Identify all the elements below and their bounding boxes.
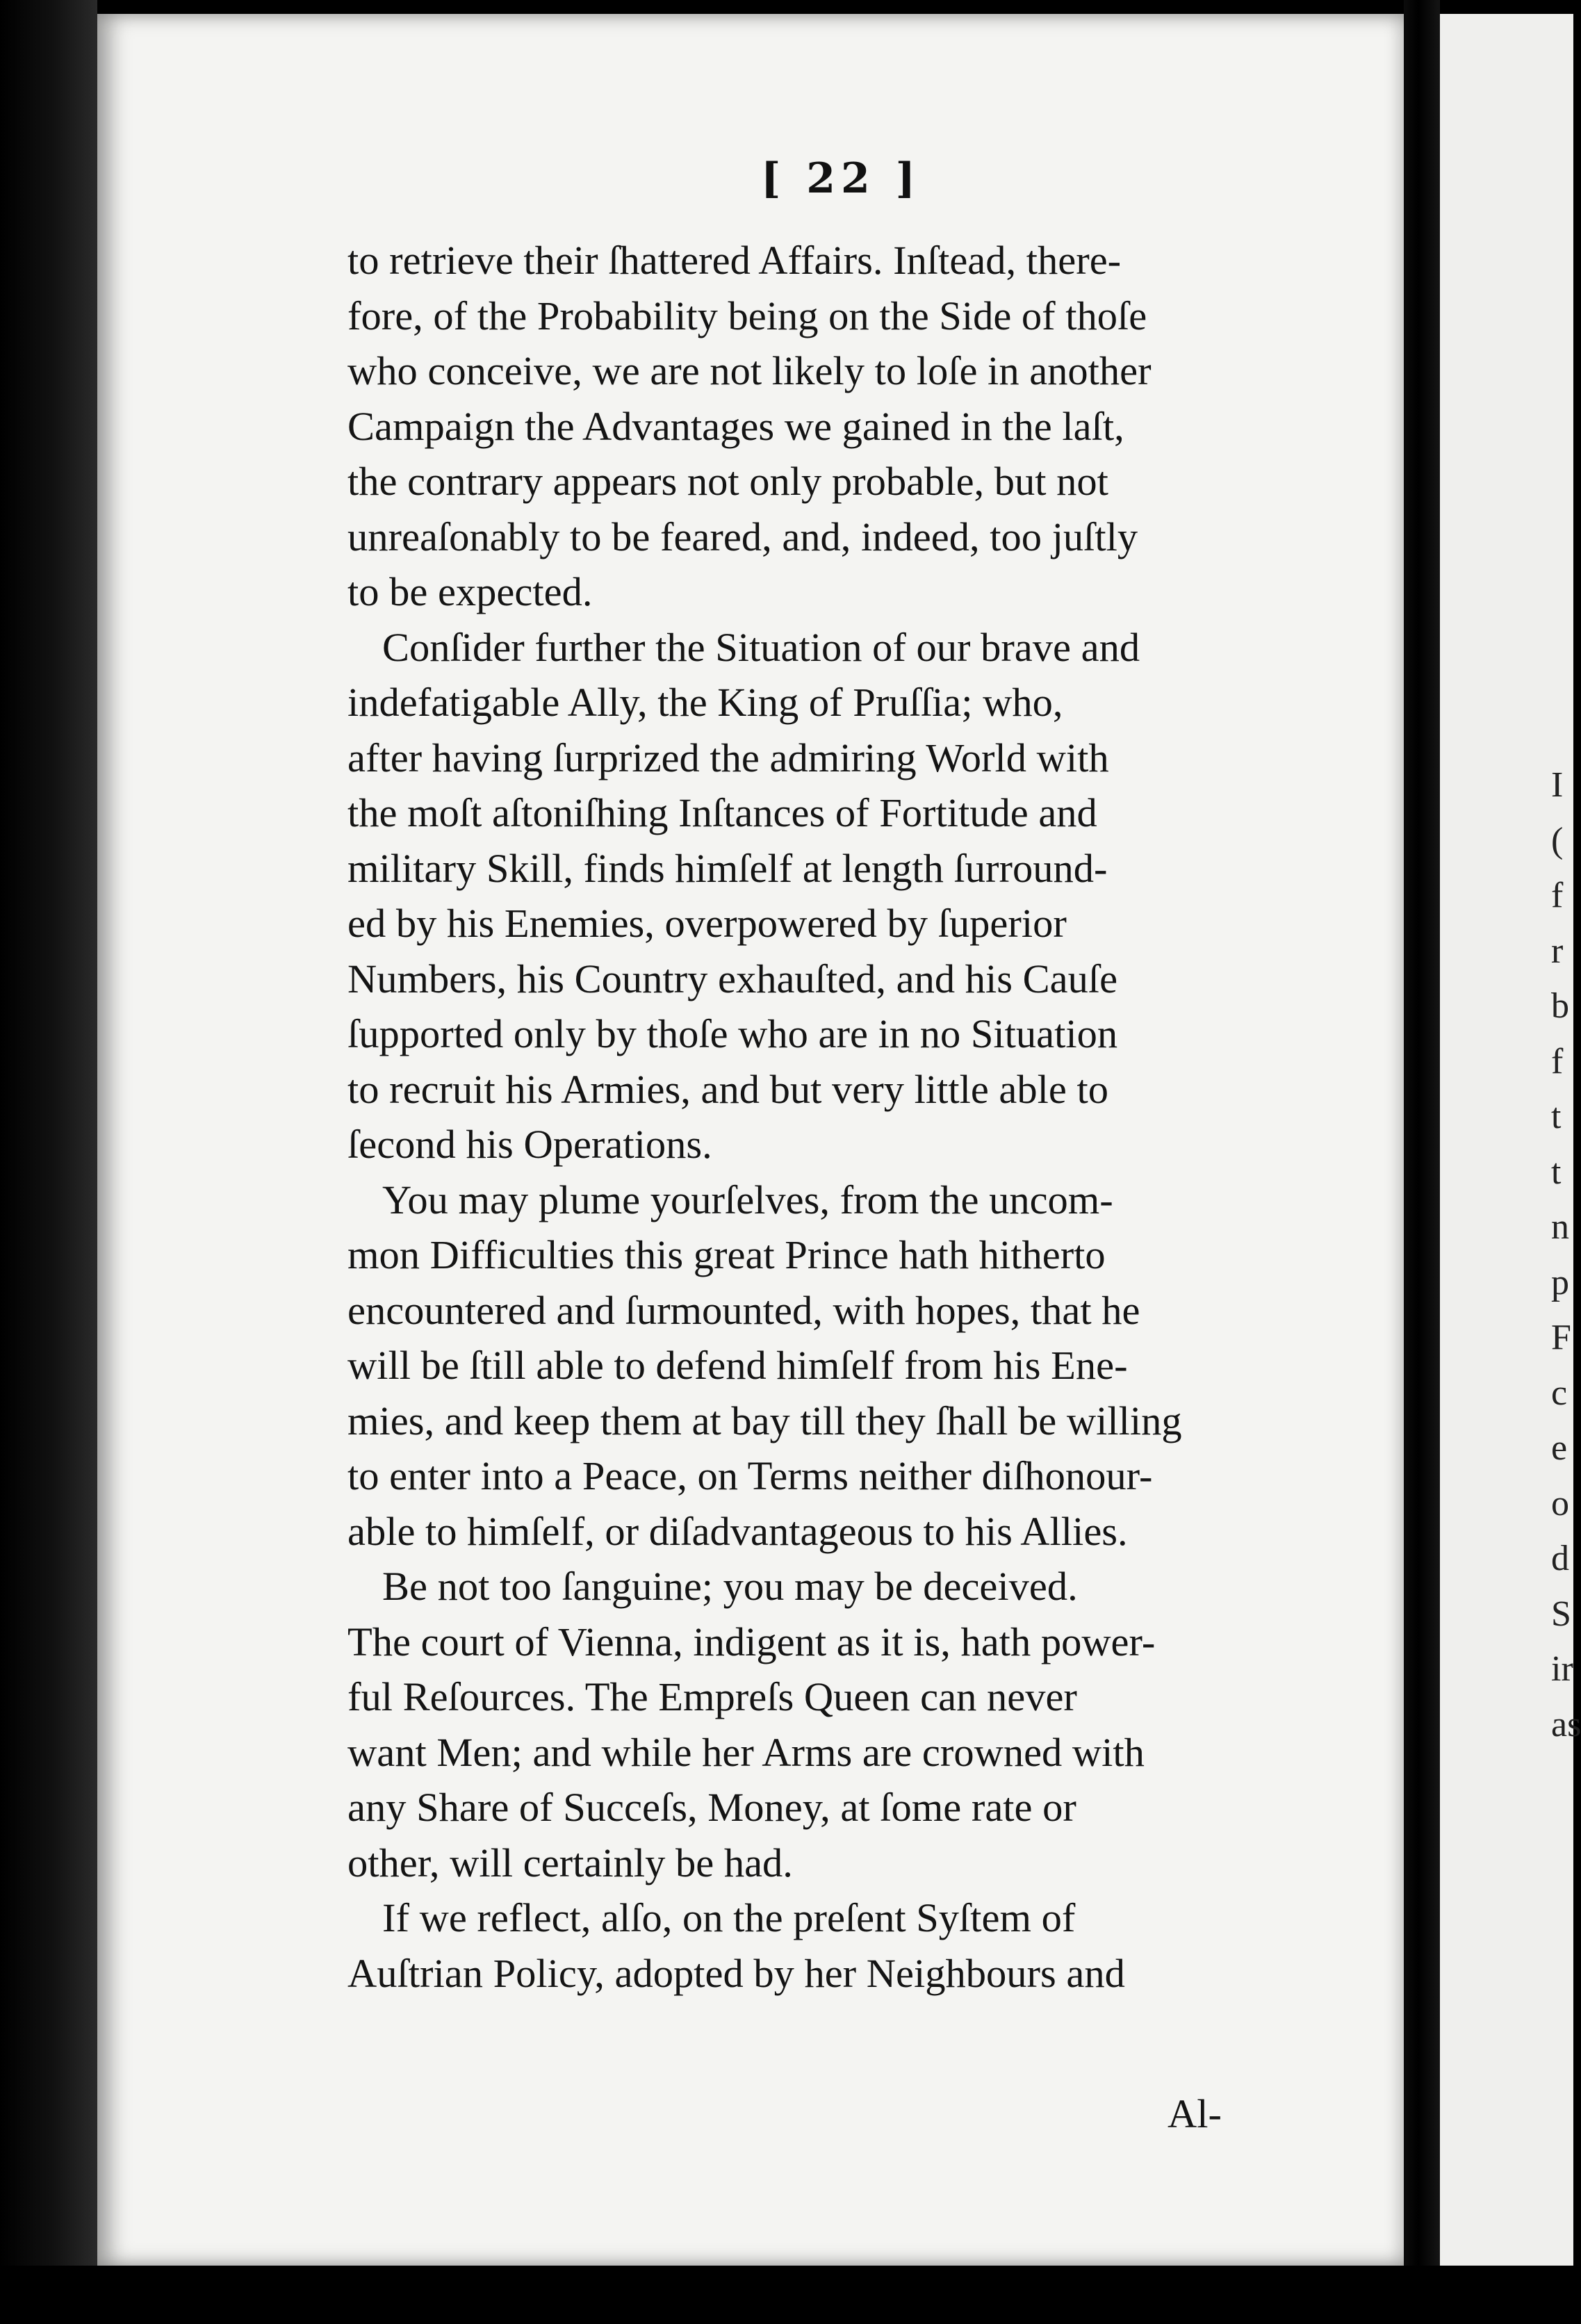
text-line: The court of Vienna, indigent as it is, hath power- [347, 1619, 1156, 1664]
text-line: indefatigable Ally, the King of Pruſſia; who, [347, 680, 1063, 725]
facing-page-text-fragments [1551, 758, 1581, 1752]
facing-page-letter: b [1551, 986, 1569, 1026]
text-line: the moſt aſtoniſhing Inſtances of Fortitude and [347, 790, 1097, 835]
book-gutter [1404, 0, 1440, 2324]
text-line: who conceive, we are not likely to loſe in another [347, 348, 1152, 393]
facing-page-letter: as [1551, 1704, 1581, 1744]
facing-page-letter: t [1551, 1152, 1562, 1192]
text-line: want Men; and while her Arms are crowned with [347, 1729, 1145, 1775]
facing-page-letter: d [1551, 1539, 1569, 1578]
facing-page-letter: F [1551, 1318, 1571, 1357]
text-line: encountered and ſurmounted, with hopes, that he [347, 1287, 1140, 1333]
text-line: military Skill, finds himſelf at length ſurround- [347, 845, 1108, 891]
text-line: ſecond his Operations. [347, 1122, 712, 1167]
text-line: Auſtrian Policy, adopted by her Neighbours and [347, 1950, 1125, 1996]
text-line: able to himſelf, or diſadvantageous to his Allies. [347, 1508, 1128, 1554]
text-line: after having ſurprized the admiring World with [347, 735, 1109, 780]
paragraph-start-line: Conſider further the Situation of our brave and [382, 624, 1140, 670]
text-line: the contrary appears not only probable, but not [347, 459, 1108, 504]
facing-page-letter: ir [1551, 1649, 1573, 1689]
text-line: ful Reſources. The Empreſs Queen can never [347, 1674, 1077, 1719]
facing-page-letter: p [1551, 1262, 1569, 1302]
text-line: other, will certainly be had. [347, 1840, 793, 1885]
facing-page-letter: ( [1551, 820, 1564, 860]
facing-page-letter: S [1551, 1594, 1571, 1634]
facing-page-letter: t [1551, 1097, 1562, 1136]
bottom-dark-band [0, 2266, 1573, 2324]
text-line: mon Difficulties this great Prince hath hitherto [347, 1232, 1106, 1277]
text-line: unreaſonably to be feared, and, indeed, too juſtly [347, 514, 1138, 559]
paragraph-start-line: If we reflect, alſo, on the preſent Syſtem of [382, 1895, 1076, 1940]
facing-page-letter: f [1551, 876, 1564, 915]
catchword: Al- [1168, 2091, 1222, 2136]
facing-page-letter: c [1551, 1373, 1568, 1413]
page-number: [ 22 ] [760, 154, 921, 203]
facing-page-letter: r [1551, 931, 1564, 971]
facing-page-letter: f [1551, 1041, 1564, 1081]
text-line: any Share of Succeſs, Money, at ſome rate or [347, 1785, 1076, 1830]
text-line: will be ſtill able to defend himſelf from his Ene- [347, 1343, 1128, 1388]
text-line: to be expected. [347, 569, 593, 614]
facing-page-letter: e [1551, 1428, 1568, 1468]
paragraph-start-line: You may plume yourſelves, from the uncom- [382, 1177, 1113, 1222]
text-line: mies, and keep them at bay till they ſhall be willing [347, 1398, 1182, 1443]
facing-page-letter: I [1551, 765, 1564, 805]
paragraph-start-line: Be not too ſanguine; you may be deceived. [382, 1564, 1078, 1609]
text-line: fore, of the Probability being on the Side of thoſe [347, 293, 1147, 338]
left-dark-margin [0, 0, 97, 2324]
facing-page-letter: n [1551, 1207, 1569, 1247]
page-body-text [347, 233, 1272, 2001]
text-line: Campaign the Advantages we gained in the laſt, [347, 403, 1124, 449]
text-line: to recruit his Armies, and but very little able to [347, 1066, 1108, 1112]
text-line: ſupported only by thoſe who are in no Situation [347, 1011, 1118, 1056]
facing-page-letter: o [1551, 1483, 1569, 1523]
text-line: Numbers, his Country exhauſted, and his Cauſe [347, 956, 1118, 1001]
text-line: to retrieve their ſhattered Affairs. Inſtead, there- [347, 238, 1122, 283]
text-line: ed by his Enemies, overpowered by ſuperior [347, 901, 1067, 946]
text-line: to enter into a Peace, on Terms neither diſhonour- [347, 1453, 1153, 1498]
